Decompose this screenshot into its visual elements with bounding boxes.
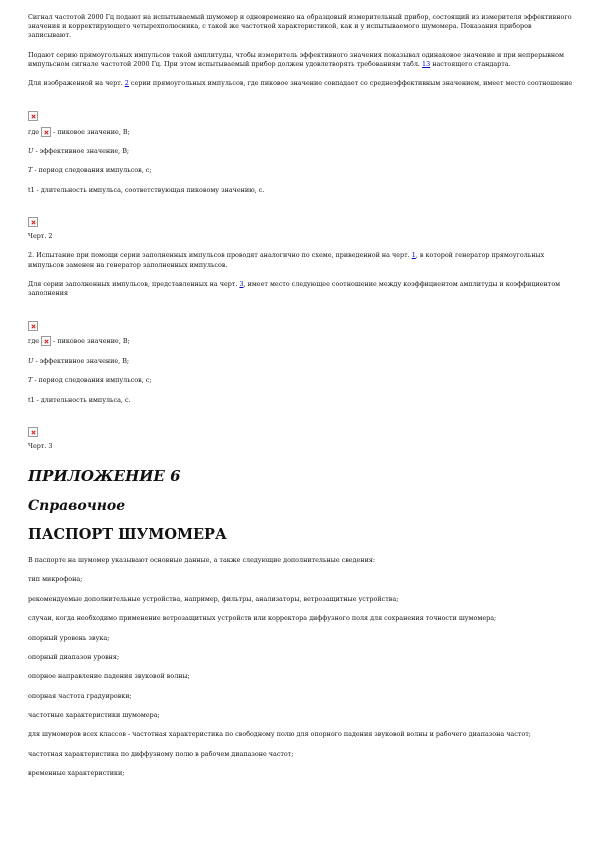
list-item: для шумомеров всех классов - частотная характеристика по свободному полю для опорного падения звуковой волны и рабочего диапазона частот; xyxy=(28,730,531,739)
list-item: временные характеристики; xyxy=(28,769,125,778)
list-item: частотная характеристика по диффузному полю в рабочем диапазоне частот; xyxy=(28,749,294,758)
definition-peak-value xyxy=(28,336,573,346)
paragraph-text: 2. Испытание при помощи серии заполненных импульсов проводят аналогично по схеме, приведенной на черт. xyxy=(28,251,410,260)
where-label: где xyxy=(28,127,40,136)
list-item: тип микрофона; xyxy=(28,575,83,584)
definition-text: - пиковое значение, В; xyxy=(53,127,130,136)
figure-3-image xyxy=(28,422,573,432)
list-item: опорная частота градуировки; xyxy=(28,691,132,700)
list-item: рекомендуемые дополнительные устройства, например, фильтры, анализаторы, ветрозащитные устройства; xyxy=(28,594,399,603)
broken-image-icon xyxy=(28,321,38,331)
formula-2-image xyxy=(28,315,573,325)
definition-text: - эффективное значение, В; xyxy=(35,146,130,155)
definition-peak-value xyxy=(28,127,573,137)
symbol-u: U xyxy=(28,146,34,155)
paragraph-text-end: серии прямоугольных импульсов, где пиковое значение совпадает со среднеэффективным значением, имеет место соотношение xyxy=(130,79,573,88)
paragraph-text-end: , имеет место следующее соотношение между коэффициентом амплитуды и коэффициентом заполнения xyxy=(28,279,561,298)
paragraph-pulse-series xyxy=(28,51,573,69)
symbol-u: U xyxy=(28,356,34,365)
figure-3-link[interactable]: 3 xyxy=(239,279,244,288)
intro-paragraph: В паспорте на шумомер указывают основные данные, а также следующие дополнительные сведения: xyxy=(28,555,376,564)
definition-text: - пиковое значение, В; xyxy=(53,337,130,346)
figure-2-link[interactable]: 2 xyxy=(124,79,129,88)
definition-text: - период следования импульсов, с; xyxy=(34,166,152,175)
where-label: где xyxy=(28,337,40,346)
paragraph-filled-pulses-test xyxy=(28,251,573,269)
definition-period xyxy=(28,376,573,385)
list-item: опорное направление падения звуковой волны; xyxy=(28,672,190,681)
definition-period xyxy=(28,166,573,175)
definition-duration: t1 - длительность импульса, соответствующая пиковому значению, с. xyxy=(28,185,265,194)
broken-image-icon xyxy=(28,217,38,227)
definition-rms-value xyxy=(28,357,573,366)
paragraph-text-end: настоящего стандарта. xyxy=(432,60,511,68)
section-title: ПАСПОРТ ШУМОМЕРА xyxy=(28,525,227,543)
paragraph-rectangular-pulses xyxy=(28,79,573,88)
figure-3-caption: Черт. 3 xyxy=(28,441,53,450)
paragraph-text-end: , в которой генератор прямоугольных импульсов заменен на генератор заполненных импульсов. xyxy=(28,251,545,269)
figure-2-caption: Черт. 2 xyxy=(28,231,53,240)
definition-text: - период следования импульсов, с; xyxy=(34,376,152,385)
table-13-link[interactable]: 13 xyxy=(422,60,431,68)
definition-duration: t1 - длительность импульса, с. xyxy=(28,395,131,404)
figure-1-link[interactable]: 1 xyxy=(411,251,416,260)
document-page xyxy=(28,13,573,778)
paragraph-text: Подают серию прямоугольных импульсов такой амплитуды, чтобы измеритель эффективного значения показывал одинаковое значение и при непрерывном импульсном сигнале частотой 2000 Гц. При этом испытываемый прибор должен удовлетворять требованиям табл. xyxy=(28,50,564,68)
list-item: частотные характеристики шумомера; xyxy=(28,711,160,720)
broken-image-icon xyxy=(41,127,51,137)
paragraph-text: Для серии заполненных импульсов, представленных на черт. xyxy=(28,279,238,288)
list-item: опорный уровень звука; xyxy=(28,633,110,642)
list-item: опорный диапазон уровня; xyxy=(28,652,120,661)
reference-subheading: Справочное xyxy=(28,497,126,514)
paragraph-text: Для изображенной на черт. xyxy=(28,79,123,88)
broken-image-icon xyxy=(28,111,38,121)
paragraph-filled-pulses-relation xyxy=(28,280,573,298)
list-item: случаи, когда необходимо применение ветрозащитных устройств или корректора диффузного поля для сохранения точности шумомера; xyxy=(28,614,497,623)
broken-image-icon xyxy=(28,427,38,437)
symbol-t: T xyxy=(28,166,33,175)
definition-text: - эффективное значение, В; xyxy=(35,356,130,365)
appendix-heading: ПРИЛОЖЕНИЕ 6 xyxy=(28,466,181,485)
broken-image-icon xyxy=(41,336,51,346)
formula-1-image xyxy=(28,106,573,116)
definition-rms-value xyxy=(28,147,573,156)
symbol-t: T xyxy=(28,376,33,385)
figure-2-image xyxy=(28,212,573,222)
paragraph-signal-2000hz: Сигнал частотой 2000 Гц подают на испытываемый шумомер и одновременно на образцовый измерительный прибор, состоящий из измерителя эффективного значения и корректирующего четырехполюсника, с такой же частотной характеристикой, как и у испытываемого шумомера. Показания приборов записывают. xyxy=(28,13,572,40)
